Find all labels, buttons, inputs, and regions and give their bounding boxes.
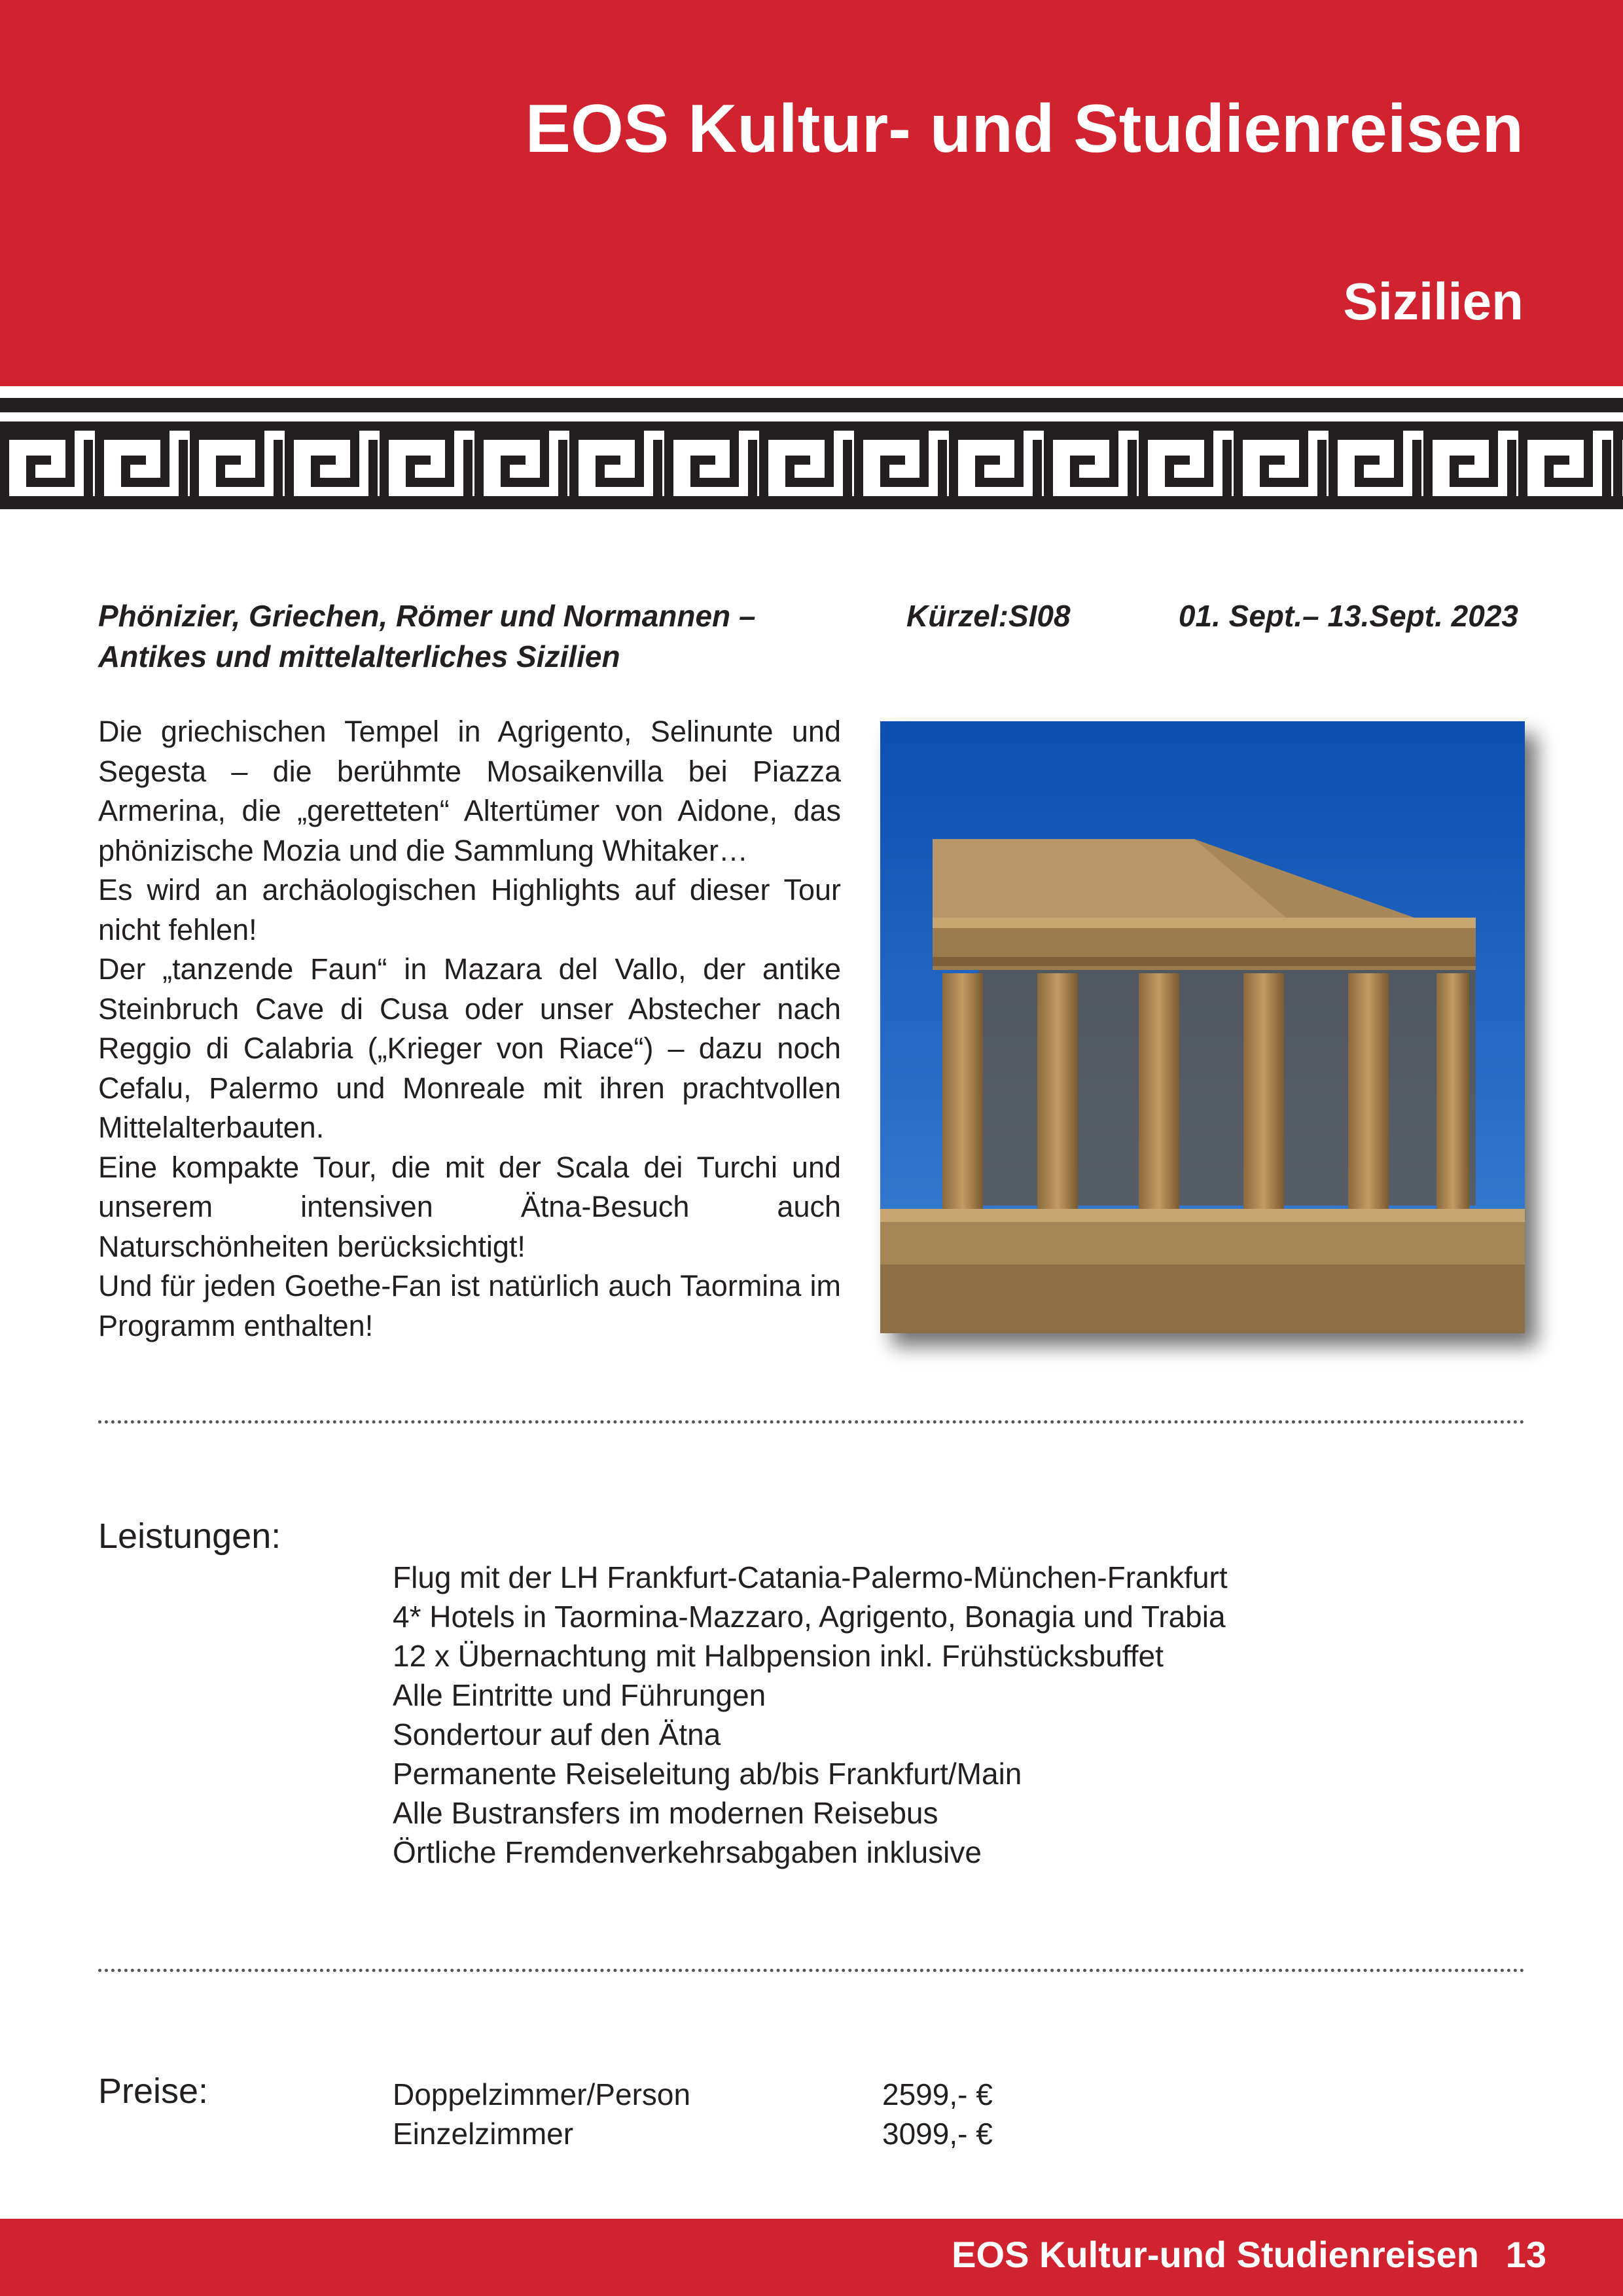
service-item: Sondertour auf den Ätna (393, 1717, 721, 1751)
trip-date: 01. Sept.– 13.Sept. 2023 (1178, 599, 1518, 633)
page-number: 13 (1505, 2234, 1546, 2275)
price-row (393, 2075, 993, 2114)
greek-key-border (0, 398, 1623, 509)
temple-photo (880, 721, 1525, 1333)
service-item: Örtliche Fremdenverkehrsabgaben inklusive (393, 1835, 982, 1869)
footer-brand: EOS Kultur-und Studienreisen (952, 2234, 1479, 2275)
service-item: Permanente Reiseleitung ab/bis Frankfurt/Main (393, 1757, 1022, 1791)
service-item: Alle Bustransfers im modernen Reisebus (393, 1796, 938, 1830)
brand-title: EOS Kultur- und Studienreisen (525, 91, 1524, 167)
room-price: 2599,- € (882, 2077, 993, 2111)
service-item: Alle Eintritte und Führungen (393, 1678, 766, 1712)
description-paragraph: Eine kompakte Tour, die mit der Scala dei Turchi und unserem intensiven Ätna-Besuch auch Naturschönheiten berücksichtigt! (98, 1150, 841, 1263)
room-type: Einzelzimmer (393, 2117, 574, 2151)
service-item: Flug mit der LH Frankfurt-Catania-Palermo-München-Frankfurt (393, 1560, 1228, 1594)
trip-description (98, 712, 841, 1346)
room-price: 3099,- € (882, 2117, 993, 2151)
trip-title-line1: Phönizier, Griechen, Römer und Normannen – (98, 599, 756, 633)
trip-title-line2: Antikes und mittelalterliches Sizilien (98, 639, 620, 673)
price-table (393, 2075, 993, 2153)
section-divider (98, 1420, 1525, 1424)
section-divider (98, 1969, 1525, 1972)
trip-title (98, 596, 756, 677)
region-title: Sizilien (1343, 272, 1524, 331)
service-item: 12 x Übernachtung mit Halbpension inkl. Frühstücksbuffet (393, 1639, 1164, 1673)
description-paragraph: Es wird an archäologischen Highlights auf dieser Tour nicht fehlen! (98, 873, 841, 946)
temple-illustration (880, 721, 1525, 1333)
description-paragraph: Und für jeden Goethe-Fan ist natürlich auch Taormina im Programm enthalten! (98, 1269, 841, 1342)
description-paragraph: Die griechischen Tempel in Agrigento, Selinunte und Segesta – die berühmte Mosaikenvilla bei Piazza Armerina, die „geretteten“ Altertümer von Aidone, das phönizische Mozia und die Sammlung Whitaker… (98, 715, 841, 867)
prices-label: Preise: (98, 2072, 209, 2111)
trip-code: Kürzel:SI08 (906, 599, 1071, 633)
services-list (393, 1558, 1228, 1872)
description-paragraph: Der „tanzende Faun“ in Mazara del Vallo, der antike Steinbruch Cave di Cusa oder unser Abstecher nach Reggio di Calabria („Krieger von Riace“) – dazu noch Cefalu, Palermo und Monreale mit ihren prachtvollen Mittelalterbauten. (98, 952, 841, 1144)
room-type: Doppelzimmer/Person (393, 2077, 691, 2111)
services-label: Leistungen: (98, 1516, 281, 1556)
service-item: 4* Hotels in Taormina-Mazzaro, Agrigento, Bonagia und Trabia (393, 1600, 1226, 1634)
price-row (393, 2114, 993, 2153)
